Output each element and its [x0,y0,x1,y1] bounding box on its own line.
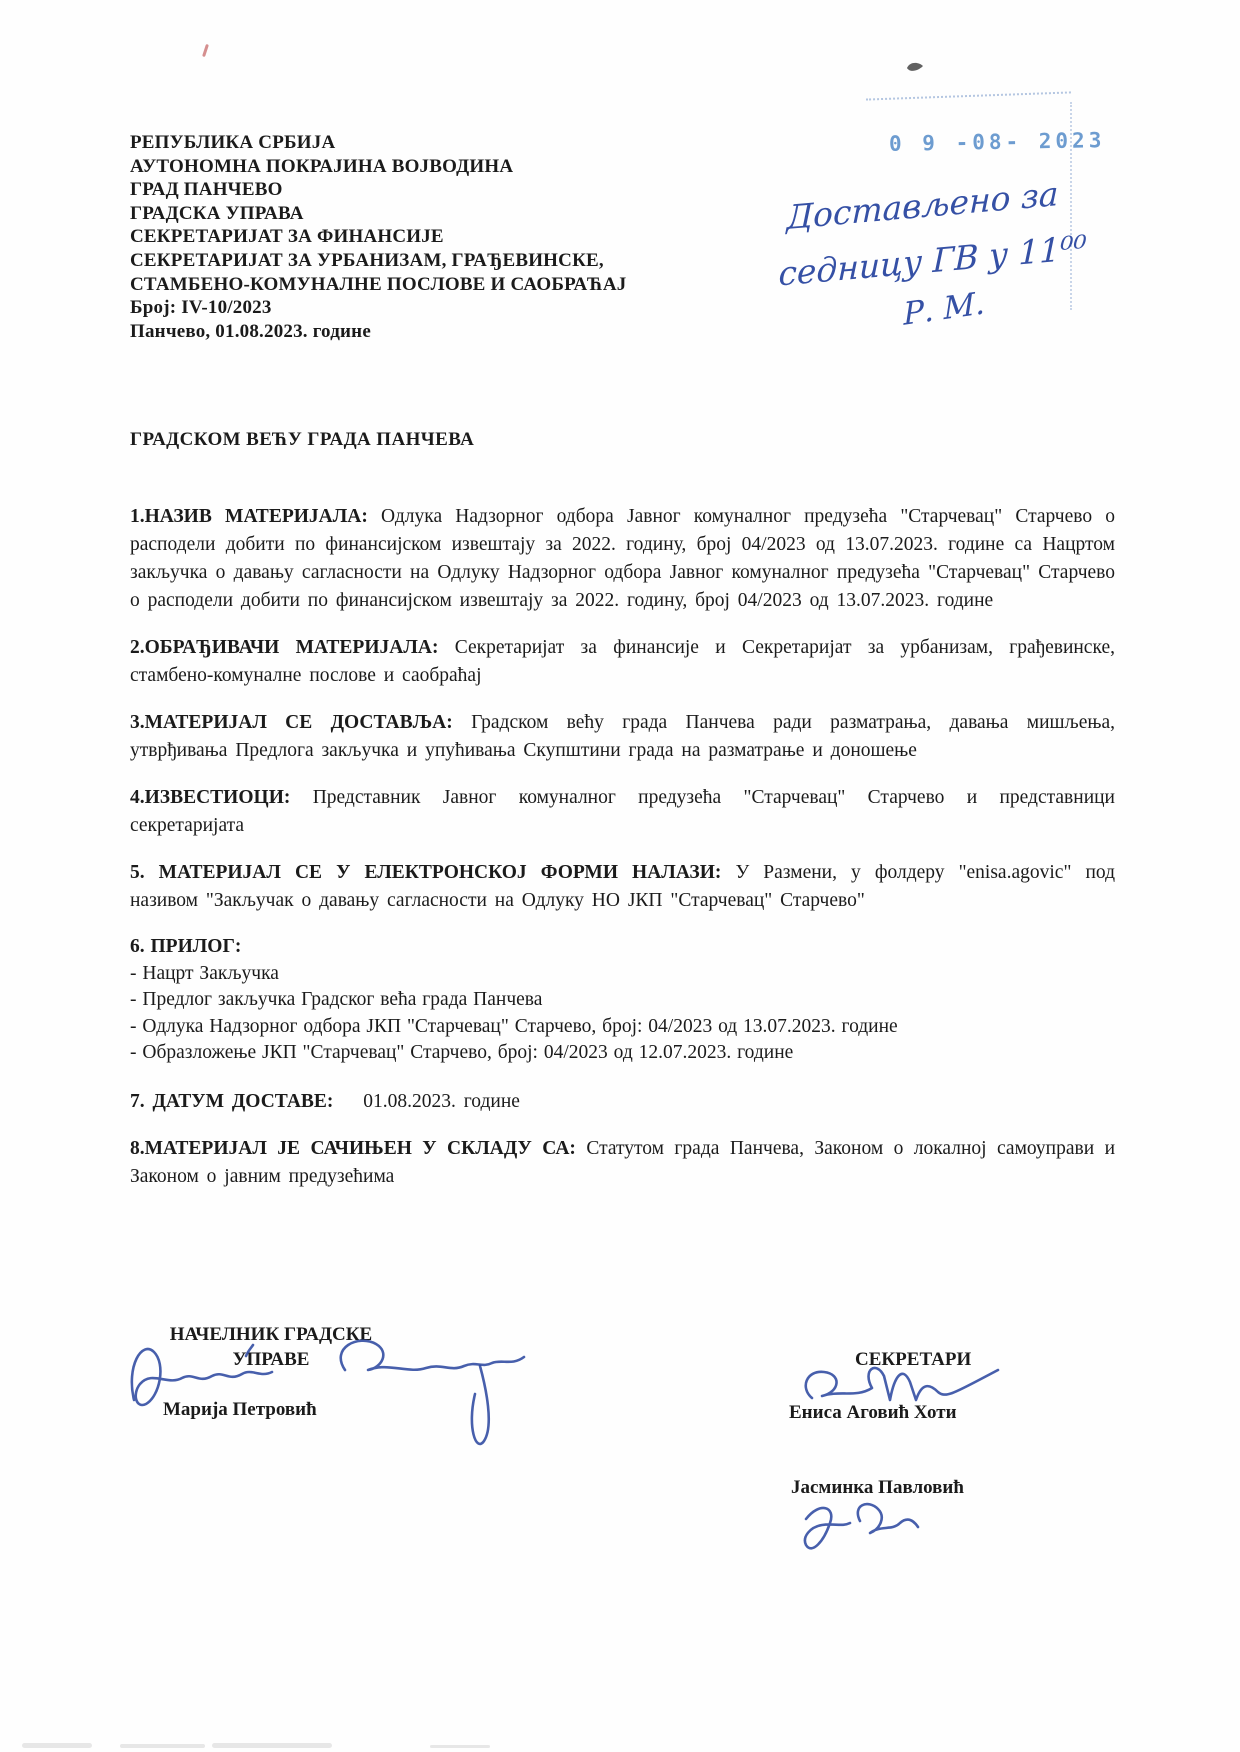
scan-smudge [120,1744,205,1748]
attachment-item: - Образложење ЈКП "Старчевац" Старчево, број: 04/2023 од 12.07.2023. године [130,1042,794,1063]
section-8-label: 8.МАТЕРИЈАЛ ЈЕ САЧИЊЕН У СКЛАДУ СА: [130,1137,576,1159]
signature-jasminka-pavlovic [798,1497,943,1565]
signatory-right-name-2: Јасминка Павловић [791,1477,964,1498]
scan-smudge [22,1743,92,1748]
section-6-label: 6. ПРИЛОГ: [130,936,242,957]
handwritten-initials: Р. М. [902,285,986,333]
section-5-electronic-form [130,859,1115,915]
letterhead-line: СЕКРЕТАРИЈАТ ЗА ФИНАНСИЈЕ [130,226,444,248]
received-date-stamp: 0 9 -08- 2023 [888,128,1106,156]
letterhead-line: ГРАД ПАНЧЕВО [130,179,283,201]
attachment-item: - Нацрт Закључка [130,962,279,984]
document-number: Број: IV-10/2023 [130,297,272,319]
section-4-reporters [130,784,1115,840]
letterhead-line: СТАМБЕНО-КОМУНАЛНЕ ПОСЛОВЕ И САОБРАЋАЈ [130,273,627,295]
letterhead [130,131,626,343]
section-2-processors [130,634,1115,690]
red-pen-mark [202,44,209,57]
section-7-label: 7. ДАТУМ ДОСТАВЕ: [130,1090,334,1112]
section-3-delivered-to [130,709,1115,765]
signatory-left-name: Марија Петровић [163,1399,317,1420]
letterhead-line: СЕКРЕТАРИЈАТ ЗА УРБАНИЗАМ, ГРАЂЕВИНСКЕ, [130,249,604,271]
section-2-label: 2.ОБРАЂИВАЧИ МАТЕРИЈАЛА: [130,637,439,658]
signatory-left-title-line1: НАЧЕЛНИК ГРАДСКЕ [169,1324,373,1345]
section-7-text: 01.08.2023. године [363,1090,520,1112]
section-2-text: Секретаријат за финансије и Секретаријат за урбанизам, грађевинске, стамбено-комуналне послове и саобраћај [130,637,1115,686]
signature-marija-petrovic [120,1330,540,1455]
letterhead-line: ГРАДСКА УПРАВА [130,202,304,224]
stamp-border-remnant-top [866,91,1071,100]
handwritten-note-line2: седницу ГВ у 11⁰⁰ [778,227,1088,294]
attachment-item: - Предлог закључка Градског већа града Панчева [130,989,543,1010]
section-7-delivery-date [130,1088,1115,1116]
section-4-text: Представник Јавног комуналног предузећа "Старчевац" Старчево и представници секретаријата [130,787,1115,836]
section-5-text: У Размени, у фолдеру "enisa.agovic" под називом "Закључак о давању сагласности на Одлуку НО ЈКП "Старчевац" Старчево" [130,862,1115,911]
handwritten-note-line1: Достављено за [786,173,1059,238]
section-4-label: 4.ИЗВЕСТИОЦИ: [130,787,291,808]
addressee-title: ГРАДСКОМ ВЕЋУ ГРАДА ПАНЧЕВА [130,429,475,450]
signatory-right-title: СЕКРЕТАРИ [855,1349,972,1370]
letterhead-line: РЕПУБЛИКА СРБИЈА [130,132,336,153]
section-6-attachments [130,934,1115,1067]
section-5-label: 5. МАТЕРИЈАЛ СЕ У ЕЛЕКТРОНСКОЈ ФОРМИ НАЛАЗИ: [130,862,722,883]
scan-smudge [212,1743,332,1748]
document-body [130,503,1115,1210]
signatory-right-name-1: Ениса Аговић Хоти [789,1402,957,1423]
section-8-text: Статутом града Панчева, Законом о локалној самоуправи и Законом о јавним предузећима [130,1137,1116,1187]
section-3-text: Градском већу града Панчева ради разматрања, давања мишљења, утврђивања Предлога закључка и упућивања Скупштини града на разматрање и доношење [130,712,1116,761]
section-8-compliance [130,1135,1115,1191]
section-1-text: Одлука Надзорног одбора Јавног комуналног предузећа "Старчевац" Старчево о расподели добити по финансијском извештају за 2022. годину, број 04/2023 од 13.07.2023. године са Нацртом закључка о давању сагласности на Одлуку Надзорног одбора Јавног комуналног предузећа "Старчевац" Старчево о расподели добити по финансијском извештају за 2022. годину, број 04/2023 од 13.07.2023. године [130,506,1115,611]
scan-smudge [430,1745,490,1748]
letterhead-line: АУТОНОМНА ПОКРАЈИНА ВОЈВОДИНА [130,155,514,177]
ink-blot-mark [906,60,924,74]
section-1-label: 1.НАЗИВ МАТЕРИЈАЛА: [130,506,368,527]
document-date: Панчево, 01.08.2023. године [130,320,371,342]
section-3-label: 3.МАТЕРИЈАЛ СЕ ДОСТАВЉА: [130,712,453,733]
attachment-item: - Одлука Надзорног одбора ЈКП "Старчевац" Старчево, број: 04/2023 од 13.07.2023. године [130,1015,898,1037]
signatory-left-title-line2: УПРАВЕ [232,1348,310,1370]
section-1-material-name [130,503,1115,615]
